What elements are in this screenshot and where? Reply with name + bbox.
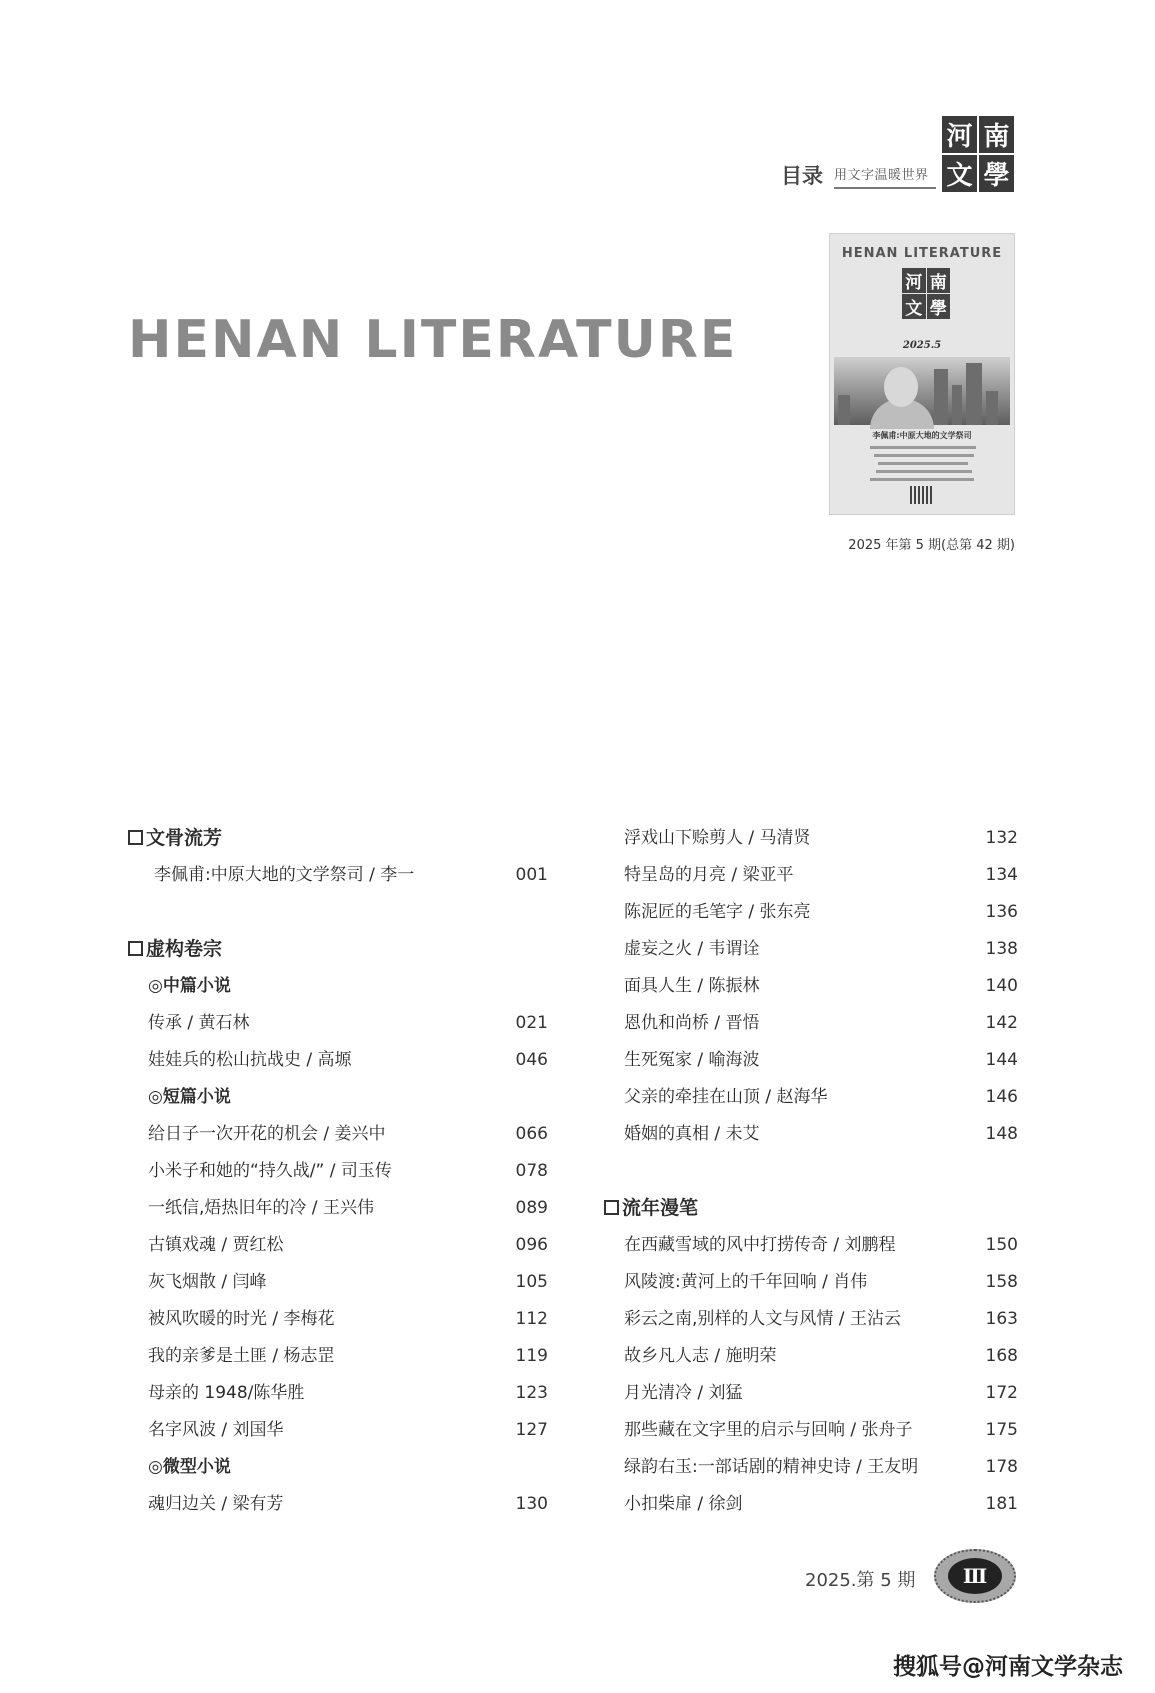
- separator: /: [692, 939, 709, 959]
- toc-entry-text: [624, 1227, 896, 1264]
- entry-title: 特呈岛的月亮: [624, 865, 726, 885]
- toc-entry-text: [624, 1375, 743, 1412]
- separator: /: [306, 1198, 323, 1218]
- entry-author: 王兴伟: [322, 1198, 374, 1218]
- entry-title: 李佩甫:中原大地的文学祭司: [154, 865, 364, 885]
- separator: /: [760, 1087, 777, 1107]
- toc-left-column: [128, 820, 548, 1523]
- entry-page-number: 021: [515, 1013, 548, 1033]
- toc-entry-text: [624, 857, 794, 894]
- separator: /: [726, 865, 743, 885]
- toc-entry-text: [148, 1005, 250, 1042]
- separator: /: [743, 828, 760, 848]
- entry-author: 徐剑: [708, 1494, 743, 1514]
- subsection-heading: ◎短篇小说: [148, 1087, 231, 1107]
- entry-page-number: 127: [515, 1420, 548, 1440]
- big-title: HENAN LITERATURE: [128, 310, 738, 370]
- toc-entry[interactable]: [128, 1153, 548, 1190]
- entry-page-number: 046: [515, 1050, 548, 1070]
- entry-author: 刘国华: [232, 1420, 284, 1440]
- entry-title: 我的亲爹是土匪: [148, 1346, 267, 1366]
- toc-entry-text: [148, 1116, 386, 1153]
- separator: /: [816, 1272, 834, 1292]
- entry-title: 月光清冷: [624, 1383, 692, 1403]
- toc-entry-text: [148, 1042, 352, 1079]
- qr-code: [910, 486, 934, 504]
- toc-entry-text: [624, 968, 760, 1005]
- square-icon: [128, 830, 143, 845]
- watermark: 搜狐号@河南文学杂志: [893, 1654, 1123, 1680]
- entry-title: 风陵渡:黄河上的千年回响: [624, 1272, 817, 1292]
- toc-entry-text: [624, 1412, 913, 1449]
- separator: /: [301, 1050, 318, 1070]
- entry-page-number: 178: [985, 1457, 1018, 1477]
- toc-entry[interactable]: [604, 1264, 1018, 1301]
- toc-entry-text: [148, 1227, 284, 1264]
- logo-char: 南: [979, 116, 1014, 153]
- entry-title: 婚姻的真相: [624, 1124, 709, 1144]
- entry-page-number: 134: [985, 865, 1018, 885]
- entry-title: 父亲的牵挂在山顶: [624, 1087, 760, 1107]
- toc-entry-text: [624, 1116, 760, 1153]
- entry-page-number: 078: [515, 1161, 548, 1181]
- entry-page-number: 146: [985, 1087, 1018, 1107]
- entry-author: 喻海波: [708, 1050, 760, 1070]
- entry-title: 娃娃兵的松山抗战史: [148, 1050, 301, 1070]
- entry-page-number: 181: [985, 1494, 1018, 1514]
- entry-author: 肖伟: [833, 1272, 868, 1292]
- toc-entry[interactable]: [604, 1338, 1018, 1375]
- entry-page-number: 168: [985, 1346, 1018, 1366]
- entry-title: 那些藏在文字里的启示与回响: [624, 1420, 845, 1440]
- entry-author: 张东亮: [759, 902, 811, 922]
- spacer: [128, 894, 548, 931]
- cover-logo-char: 南: [927, 268, 951, 293]
- entry-page-number: 132: [985, 828, 1018, 848]
- separator: /: [692, 1050, 709, 1070]
- separator: /: [318, 1124, 335, 1144]
- entry-author: 司玉传: [340, 1161, 392, 1181]
- entry-author: 黄石林: [198, 1013, 250, 1033]
- entry-page-number: 136: [985, 902, 1018, 922]
- entry-page-number: 148: [985, 1124, 1018, 1144]
- separator: /: [692, 1383, 709, 1403]
- cover-thumbnail: [829, 233, 1015, 515]
- entry-author: 姜兴中: [334, 1124, 386, 1144]
- separator: /: [709, 1124, 726, 1144]
- separator: /: [850, 1457, 868, 1477]
- entry-author: 李梅花: [283, 1309, 335, 1329]
- toc-entry[interactable]: [128, 857, 548, 894]
- toc-entry-text: [148, 1264, 267, 1301]
- entry-author: 高塬: [317, 1050, 352, 1070]
- separator: /: [692, 976, 709, 996]
- toc-entry[interactable]: [128, 1042, 548, 1079]
- entry-author: 刘鹏程: [844, 1235, 896, 1255]
- section-heading: [604, 1190, 1018, 1227]
- entry-title: 小扣柴扉: [624, 1494, 692, 1514]
- entry-author: 闫峰: [232, 1272, 267, 1292]
- page-numeral: Ⅲ: [948, 1558, 1002, 1594]
- separator: /: [216, 1494, 233, 1514]
- entry-page-number: 130: [515, 1494, 548, 1514]
- toc-entry-text: [624, 931, 760, 968]
- toc-entry-text: [624, 1301, 901, 1338]
- toc-entry[interactable]: [128, 1412, 548, 1449]
- entry-page-number: 163: [985, 1309, 1018, 1329]
- separator: /: [267, 1346, 284, 1366]
- entry-author: 陈华胜: [253, 1383, 305, 1403]
- section-heading: [128, 931, 548, 968]
- entry-author: 李一: [380, 865, 415, 885]
- section-title: 流年漫笔: [622, 1197, 699, 1219]
- toc-entry-text: [154, 857, 414, 894]
- entry-page-number: 123: [515, 1383, 548, 1403]
- entry-author: 王友明: [867, 1457, 919, 1477]
- toc-entry-text: [624, 1486, 743, 1523]
- toc-entry-text: [148, 1486, 284, 1523]
- toc-entry[interactable]: [128, 1301, 548, 1338]
- toc-entry[interactable]: [604, 1042, 1018, 1079]
- cover-logo-char: 學: [927, 294, 951, 319]
- entry-page-number: 140: [985, 976, 1018, 996]
- toc-entry-text: [624, 1449, 918, 1486]
- entry-title: 在西藏雪域的风中打捞传奇: [624, 1235, 828, 1255]
- entry-title: 虚妄之火: [624, 939, 692, 959]
- separator: /: [828, 1235, 845, 1255]
- toc-entry[interactable]: [604, 1079, 1018, 1116]
- toc-entry-text: [148, 1153, 392, 1190]
- toc-right-column: [604, 820, 1018, 1523]
- logo-char: 河: [942, 116, 977, 153]
- entry-title: 绿韵右玉:一部话剧的精神史诗: [624, 1457, 851, 1477]
- entry-title: 名字风波: [148, 1420, 216, 1440]
- logo-char: 學: [979, 155, 1014, 192]
- toc-entry-text: [148, 1412, 284, 1449]
- entry-author: 梁有芳: [232, 1494, 284, 1514]
- entry-author: 赵海华: [776, 1087, 828, 1107]
- entry-page-number: 138: [985, 939, 1018, 959]
- toc-entry-text: [148, 1190, 374, 1227]
- toc-entry-text: [624, 820, 811, 857]
- toc-entry-text: [624, 1005, 760, 1042]
- toc-entry-text: [148, 1338, 335, 1375]
- separator: /: [267, 1309, 284, 1329]
- toc-entry-text: [148, 1301, 335, 1338]
- entry-author: 王沾云: [849, 1309, 901, 1329]
- logo-char: 文: [942, 155, 977, 192]
- entry-author: 未艾: [725, 1124, 760, 1144]
- entry-title: 灰飞烟散: [148, 1272, 216, 1292]
- toc-entry-text: [624, 1042, 760, 1079]
- entry-author: 贾红松: [232, 1235, 284, 1255]
- toc-entry[interactable]: [604, 968, 1018, 1005]
- entry-title: 彩云之南,别样的人文与风情: [624, 1309, 834, 1329]
- toc-entry[interactable]: [604, 1301, 1018, 1338]
- toc-entry[interactable]: [128, 1190, 548, 1227]
- entry-title: 面具人生: [624, 976, 692, 996]
- separator: /: [743, 902, 760, 922]
- entry-author: 马清贤: [759, 828, 811, 848]
- spacer: [604, 1153, 1018, 1190]
- entry-author: 陈振林: [708, 976, 760, 996]
- square-icon: [604, 1200, 619, 1215]
- entry-page-number: 096: [515, 1235, 548, 1255]
- entry-author: 施明荣: [725, 1346, 777, 1366]
- entry-author: 梁亚平: [742, 865, 794, 885]
- magazine-logo: [942, 116, 1014, 191]
- toc-entry-text: [624, 1338, 777, 1375]
- toc-entry[interactable]: [128, 1264, 548, 1301]
- separator: /: [216, 1420, 233, 1440]
- square-icon: [128, 941, 143, 956]
- toc-entry[interactable]: [128, 1227, 548, 1264]
- entry-page-number: 150: [985, 1235, 1018, 1255]
- entry-page-number: 144: [985, 1050, 1018, 1070]
- cover-logo-char: 文: [902, 294, 926, 319]
- entry-page-number: 142: [985, 1013, 1018, 1033]
- toc-entry-text: [624, 1264, 867, 1301]
- toc-entry-text: [624, 1079, 828, 1116]
- cover-logo: [902, 268, 950, 319]
- toc-entry[interactable]: [604, 931, 1018, 968]
- section-title: 文骨流芳: [146, 827, 223, 849]
- entry-title: 恩仇和尚桥: [624, 1013, 709, 1033]
- entry-title: 浮戏山下赊剪人: [624, 828, 743, 848]
- page-badge: [934, 1549, 1016, 1603]
- toc-entry-text: [624, 894, 811, 931]
- separator: /: [709, 1013, 726, 1033]
- entry-page-number: 175: [985, 1420, 1018, 1440]
- toc-entry[interactable]: [604, 1375, 1018, 1412]
- toc-entry[interactable]: [604, 894, 1018, 931]
- entry-page-number: 105: [515, 1272, 548, 1292]
- separator: /: [845, 1420, 862, 1440]
- entry-author: 杨志罡: [283, 1346, 335, 1366]
- toc-entry[interactable]: [604, 1449, 1018, 1486]
- entry-page-number: 158: [985, 1272, 1018, 1292]
- toc-entry[interactable]: [604, 1005, 1018, 1042]
- entry-title: 一纸信,焐热旧年的冷: [148, 1198, 307, 1218]
- entry-page-number: 089: [515, 1198, 548, 1218]
- cover-issue: 2025.5: [902, 340, 942, 351]
- entry-page-number: 119: [515, 1346, 548, 1366]
- slogan: 用文字温暖世界: [834, 164, 936, 189]
- toc-entry[interactable]: [128, 1375, 548, 1412]
- entry-page-number: 172: [985, 1383, 1018, 1403]
- toc-entry[interactable]: [128, 1005, 548, 1042]
- cover-headline: 李佩甫:中原大地的文学祭司: [872, 431, 972, 440]
- entry-author: 韦谓诠: [708, 939, 760, 959]
- entry-title: 给日子一次开花的机会: [148, 1124, 318, 1144]
- entry-author: 刘猛: [708, 1383, 743, 1403]
- toc-entry-text: [148, 1375, 304, 1412]
- entry-title: 陈泥匠的毛笔字: [624, 902, 743, 922]
- separator: /: [216, 1235, 233, 1255]
- toc-entry[interactable]: [604, 820, 1018, 857]
- entry-title: 生死冤家: [624, 1050, 692, 1070]
- entry-title: 魂归边关: [148, 1494, 216, 1514]
- toc-entry[interactable]: [128, 1116, 548, 1153]
- toc-entry[interactable]: [128, 1338, 548, 1375]
- entry-title: 故乡凡人志: [624, 1346, 709, 1366]
- entry-title: 被风吹暖的时光: [148, 1309, 267, 1329]
- subsection-heading: ◎微型小说: [148, 1457, 231, 1477]
- separator: /: [216, 1272, 233, 1292]
- separator: /: [363, 865, 381, 885]
- entry-title: 小米子和她的“持久战/”: [148, 1161, 325, 1181]
- cover-photo: [834, 357, 1010, 425]
- issue-number: 2025 年第 5 期(总第 42 期): [848, 538, 1015, 553]
- entry-page-number: 066: [515, 1124, 548, 1144]
- entry-page-number: 112: [515, 1309, 548, 1329]
- separator: /: [833, 1309, 850, 1329]
- section-heading: [128, 820, 548, 857]
- entry-title: 传承: [148, 1013, 182, 1033]
- separator: /: [709, 1346, 726, 1366]
- toc-label: 目录: [781, 164, 823, 188]
- separator: /: [324, 1161, 341, 1181]
- separator: /: [692, 1494, 709, 1514]
- footer-issue: 2025.第 5 期: [805, 1570, 916, 1591]
- toc-entry[interactable]: [604, 857, 1018, 894]
- toc-entry[interactable]: [604, 1412, 1018, 1449]
- toc-entry[interactable]: [604, 1116, 1018, 1153]
- toc-entry[interactable]: [604, 1227, 1018, 1264]
- separator: /: [182, 1013, 199, 1033]
- cover-title: HENAN LITERATURE: [841, 246, 1003, 261]
- section-title: 虚构卷宗: [146, 938, 223, 960]
- entry-author: 张舟子: [861, 1420, 913, 1440]
- cover-logo-char: 河: [902, 268, 926, 293]
- entry-title: 古镇戏魂: [148, 1235, 216, 1255]
- subsection-heading: ◎中篇小说: [148, 976, 231, 996]
- entry-page-number: 001: [515, 865, 548, 885]
- entry-author: 晋悟: [725, 1013, 760, 1033]
- entry-title: 母亲的 1948/: [148, 1383, 254, 1403]
- toc-entry[interactable]: [604, 1486, 1018, 1523]
- toc-entry[interactable]: [128, 1486, 548, 1523]
